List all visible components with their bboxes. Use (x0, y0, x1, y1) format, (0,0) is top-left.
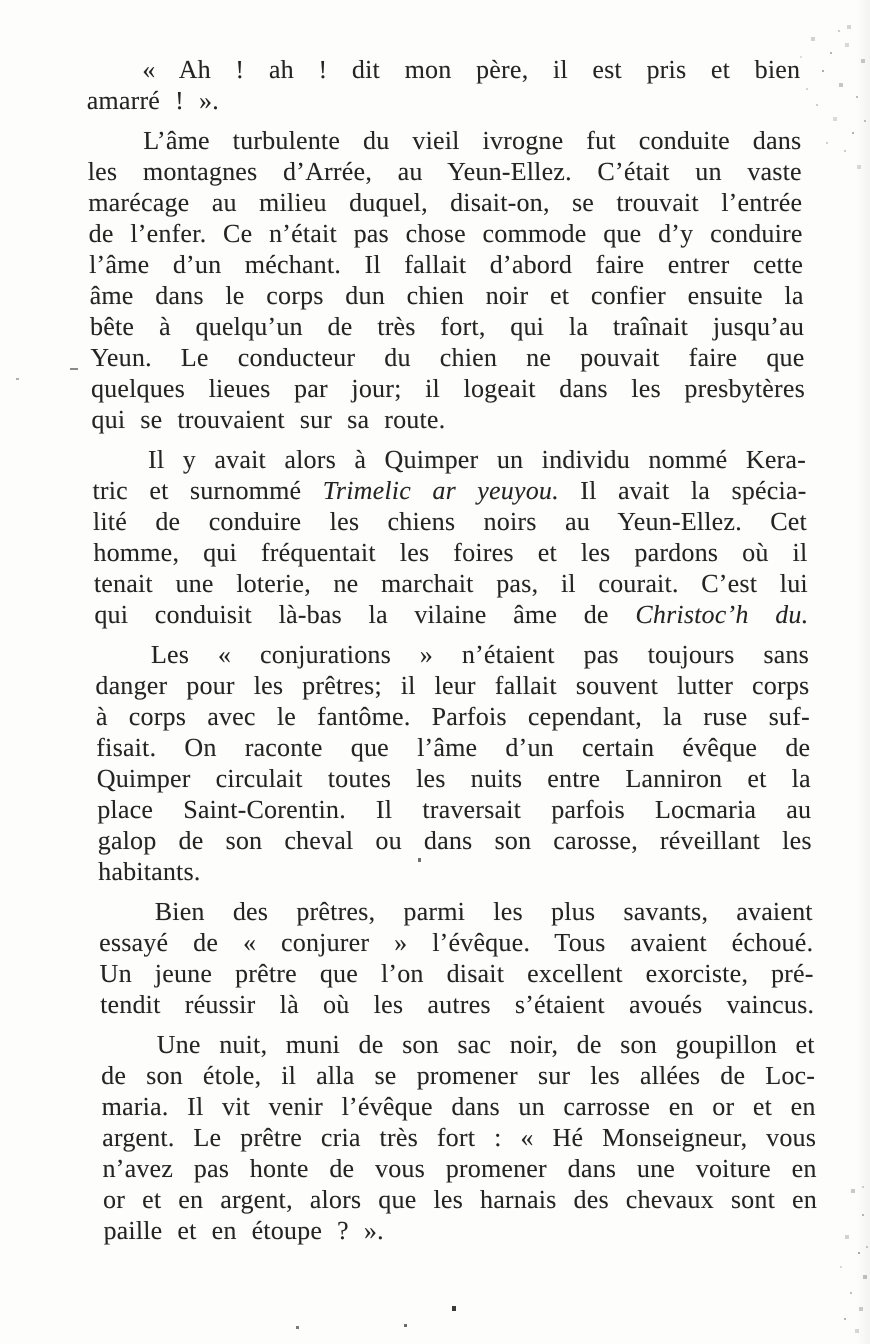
ink-speck (70, 368, 78, 370)
paragraph (92, 444, 809, 630)
text-line (86, 54, 800, 85)
text-line (88, 156, 802, 187)
text-segment: l’âme d’un méchant. Il fallait d’abord faire entrer cette (88, 250, 804, 279)
text-segment: quelques lieues par jour; il logeait dans les presbytères (90, 374, 806, 403)
text-line (100, 1029, 814, 1060)
text-segment: tendit réussir là où les autres s’étaient avoués vaincus. (99, 990, 815, 1019)
text-line (93, 506, 807, 537)
text-segment: fisait. On raconte que l’âme d’un certain évêque de (96, 733, 811, 762)
text-segment: tenait une loterie, ne marchait pas, il courait. C’est lui (93, 569, 809, 598)
text-segment: or et en argent, alors que les harnais des chevaux sont en (102, 1185, 818, 1214)
text-line (89, 280, 803, 311)
text-line (93, 537, 807, 568)
text-segment: habitants. (97, 857, 201, 886)
text-line (103, 1184, 817, 1215)
text-segment: galop de son cheval ou dans son carosse, réveillant les (97, 826, 812, 855)
text-line (88, 187, 802, 218)
text-line (101, 1060, 815, 1091)
text-segment: Un jeune prêtre que l’on disait excellent exorciste, pré- (99, 959, 814, 988)
text-line (86, 85, 800, 116)
text-segment: de l’enfer. Ce n’était pas chose commode que d’y conduire (88, 219, 803, 248)
text-line (101, 1091, 815, 1122)
italic-text: Christoc’h du. (635, 600, 809, 629)
text-line (98, 856, 812, 887)
text-segment: Quimper circulait toutes les nuits entre Lanniron et la (96, 764, 811, 793)
text-segment: place Saint-Corentin. Il traversait parfois Locmaria au (96, 795, 812, 824)
text-segment: danger pour les prêtres; il leur fallait souvent lutter corps (95, 671, 810, 700)
text-line (99, 958, 813, 989)
text-segment: lité de conduire les chiens noirs au Yeun-Ellez. Cet (92, 507, 808, 536)
text-line (90, 311, 804, 342)
paragraph (98, 896, 814, 1020)
text-line (96, 701, 810, 732)
text-segment: bête à quelqu’un de très fort, qui la traînait jusqu’au (89, 312, 805, 341)
text-segment: « Ah ! ah ! dit mon père, il est pris et bien (142, 55, 801, 84)
text-line (102, 1153, 816, 1184)
text-segment: à corps avec le fantôme. Parfois cependant, la ruse suf- (95, 702, 811, 731)
paragraph (100, 1029, 817, 1246)
text-segment: L’âme turbulente du vieil ivrogne fut conduite dans (143, 126, 802, 155)
text-line (91, 373, 805, 404)
text-segment: Yeun. Le conducteur du chien ne pouvait faire que (90, 343, 805, 372)
text-line (91, 404, 805, 435)
text-segment: Bien des prêtres, parmi les plus savants, avaient (154, 897, 813, 926)
text-line (97, 825, 811, 856)
text-segment: marécage au milieu duquel, disait-on, se trouvait l’entrée (87, 188, 803, 217)
text-segment: les montagnes d’Arrée, au Yeun-Ellez. C’était un vaste (87, 157, 802, 186)
ink-speck (16, 378, 19, 380)
paragraph (86, 54, 801, 116)
italic-text: Trimelic ar yeuyou. (322, 476, 560, 505)
scan-noise-bottom-right (0, 0, 2, 2)
paragraph (95, 639, 813, 887)
text-line (94, 568, 808, 599)
text-segment: paille et en étoupe ? ». (103, 1216, 384, 1245)
text-line (87, 125, 801, 156)
text-line (92, 475, 806, 506)
text-line (99, 927, 813, 958)
ink-speck (404, 1324, 407, 1327)
text-segment: n’avez pas honte de vous promener dans une voiture en (102, 1154, 817, 1183)
text-line (96, 732, 810, 763)
text-segment: essayé de « conjurer » l’évêque. Tous avaient échoué. (98, 928, 814, 957)
ink-speck (452, 1306, 456, 1311)
text-segment: Il y avait alors à Quimper un individu nommé Kera- (147, 445, 807, 474)
text-segment: qui se trouvaient sur sa route. (91, 405, 446, 434)
text-segment: qui conduisit là-bas la vilaine âme de (94, 600, 636, 629)
text-line (90, 342, 804, 373)
text-segment: amarré ! ». (86, 86, 220, 115)
text-line (97, 763, 811, 794)
text-segment: Il avait la spécia- (558, 476, 807, 505)
text-line (95, 670, 809, 701)
text-line (89, 249, 803, 280)
text-line (98, 896, 812, 927)
text-line (102, 1122, 816, 1153)
ink-speck (296, 1326, 299, 1329)
text-segment: tric et surnommé (92, 476, 323, 505)
text-line (97, 794, 811, 825)
text-segment: de son étole, il alla se promener sur les allées de Loc- (100, 1061, 816, 1090)
text-line (92, 444, 806, 475)
text-line (95, 639, 809, 670)
text-segment: homme, qui fréquentait les foires et les pardons où il (93, 538, 808, 567)
book-page-text (86, 54, 818, 1246)
text-line (88, 218, 802, 249)
scan-noise-top-right (0, 0, 2, 2)
paragraph (87, 125, 806, 435)
text-segment: âme dans le corps dun chien noir et confier ensuite la (89, 281, 804, 310)
text-line (94, 599, 808, 630)
text-line (103, 1215, 817, 1246)
text-line (100, 989, 814, 1020)
text-segment: Une nuit, muni de son sac noir, de son goupillon et (156, 1030, 815, 1059)
text-segment: argent. Le prêtre cria très fort : « Hé Monseigneur, vous (101, 1123, 817, 1152)
text-segment: Les « conjurations » n’étaient pas toujours sans (150, 640, 810, 669)
text-segment: maria. Il vit venir l’évêque dans un carrosse en or et en (101, 1092, 816, 1121)
